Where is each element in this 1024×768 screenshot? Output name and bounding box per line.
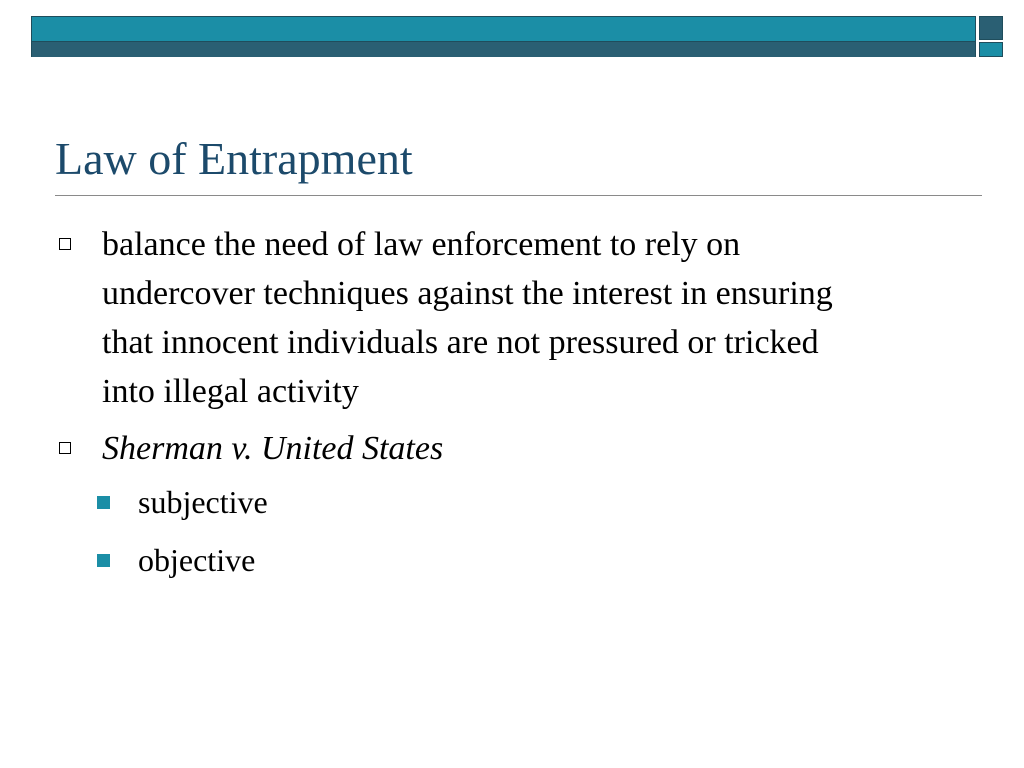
slide-title: Law of Entrapment [55,133,413,184]
title-divider [55,195,982,196]
bullet-list [58,220,858,597]
bullet-item [58,424,858,589]
header-corner-box-lower [979,42,1003,57]
header-decor-bar [31,16,976,57]
sub-bullet-item [58,473,858,531]
sub-bullet-text: subjective [138,484,268,520]
bullet-item [58,220,858,416]
header-corner-box-upper [979,16,1003,40]
solid-square-bullet-icon [97,496,110,509]
sub-bullet-item [58,531,858,589]
hollow-square-bullet-icon [59,238,71,250]
header-bar-lower [32,41,975,57]
bullet-text: balance the need of law enforcement to rely on undercover techniques against the interest in ensuring that innocent individuals are not pressured or tricked into illegal activity [102,226,833,410]
hollow-square-bullet-icon [59,442,71,454]
sub-bullet-list [58,473,858,589]
sub-bullet-text: objective [138,542,256,578]
header-bar-upper [32,17,975,41]
solid-square-bullet-icon [97,554,110,567]
case-name-text: Sherman v. United States [102,430,444,467]
